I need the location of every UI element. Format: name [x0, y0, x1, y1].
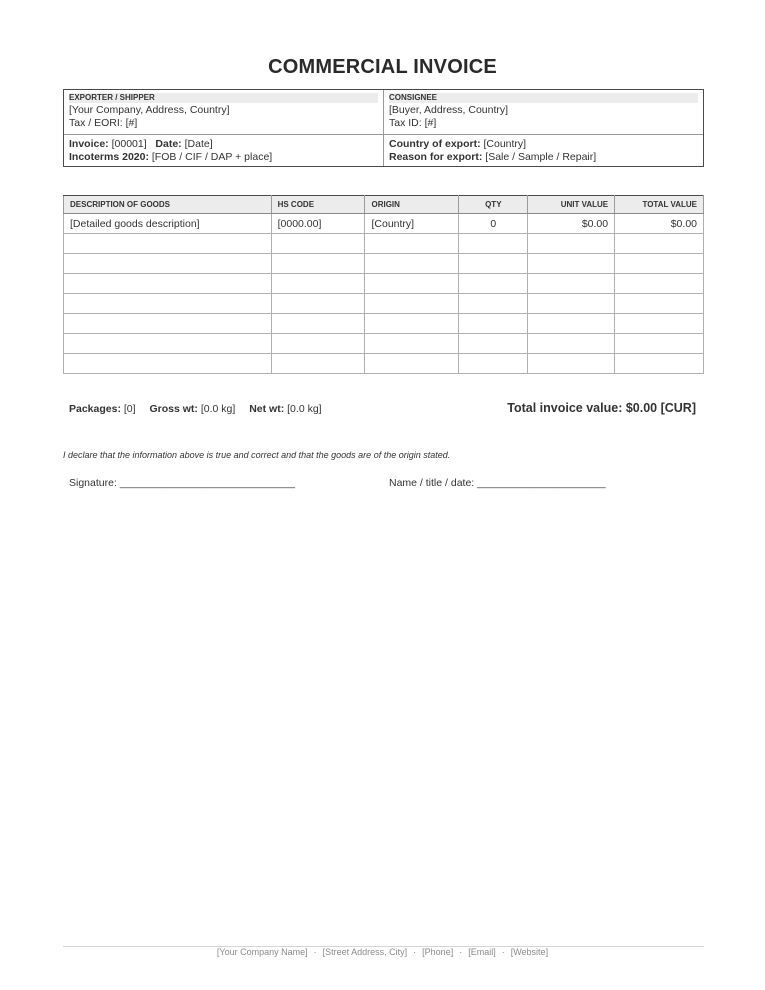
cell-total-value — [615, 354, 704, 374]
footer-phone: [Phone] — [422, 947, 454, 957]
footer-separator: · — [501, 947, 505, 957]
cell-hs-code — [271, 254, 365, 274]
date-label: Date: — [155, 138, 182, 150]
cell-origin — [365, 354, 459, 374]
cell-unit-value — [528, 274, 615, 294]
cell-description — [64, 334, 272, 354]
column-header-total-value: TOTAL VALUE — [615, 196, 704, 214]
table-row — [64, 294, 704, 314]
cell-origin — [365, 254, 459, 274]
footer-separator: · — [459, 947, 463, 957]
footer-address: [Street Address, City] — [322, 947, 408, 957]
column-header-unit-value: UNIT VALUE — [528, 196, 615, 214]
cell-qty — [459, 254, 528, 274]
cell-total-value: $0.00 — [615, 214, 704, 234]
cell-unit-value — [528, 314, 615, 334]
footer-email: [Email] — [468, 947, 496, 957]
country-of-export-value: [Country] — [483, 138, 527, 150]
goods-table — [63, 195, 704, 374]
table-row — [64, 214, 704, 234]
name-title-date-line: Name / title / date: ______________________ — [389, 477, 606, 489]
cell-origin — [365, 274, 459, 294]
signature-line: Signature: ______________________________ — [69, 477, 295, 489]
cell-qty — [459, 274, 528, 294]
cell-total-value — [615, 254, 704, 274]
table-row — [64, 274, 704, 294]
exporter-block — [69, 93, 378, 130]
gross-weight-value: [0.0 kg] — [200, 403, 236, 415]
table-row — [64, 254, 704, 274]
country-of-export-line — [389, 138, 596, 151]
divider — [383, 90, 384, 166]
cell-total-value — [615, 314, 704, 334]
cell-total-value — [615, 334, 704, 354]
exporter-heading: EXPORTER / SHIPPER — [69, 93, 378, 103]
cell-description — [64, 354, 272, 374]
table-header-row — [64, 196, 704, 214]
footer-separator: · — [413, 947, 417, 957]
invoice-label: Invoice: — [69, 138, 109, 150]
column-header-origin: ORIGIN — [365, 196, 459, 214]
cell-description — [64, 274, 272, 294]
cell-hs-code — [271, 274, 365, 294]
column-header-hs-code: HS CODE — [271, 196, 365, 214]
cell-qty — [459, 314, 528, 334]
cell-origin: [Country] — [365, 214, 459, 234]
cell-total-value — [615, 294, 704, 314]
cell-description — [64, 234, 272, 254]
declaration-text: I declare that the information above is true and correct and that the goods are of the origin stated. — [63, 450, 451, 460]
footer-separator: · — [313, 947, 317, 957]
invoice-details — [69, 138, 272, 164]
cell-qty — [459, 294, 528, 314]
cell-unit-value — [528, 234, 615, 254]
cell-qty: 0 — [459, 214, 528, 234]
shipment-summary — [69, 403, 322, 415]
consignee-tax-id: Tax ID: [#] — [389, 117, 437, 129]
cell-total-value — [615, 234, 704, 254]
divider — [64, 134, 703, 135]
packages-value: [0] — [123, 403, 136, 415]
country-of-export-label: Country of export: — [389, 138, 481, 150]
table-row — [64, 234, 704, 254]
cell-origin — [365, 294, 459, 314]
cell-unit-value — [528, 294, 615, 314]
incoterms-line — [69, 151, 272, 164]
invoice-date: [Date] — [184, 138, 213, 150]
goods-table-body — [64, 214, 704, 374]
total-invoice-value: Total invoice value: $0.00 [CUR] — [507, 401, 696, 415]
exporter-address: [Your Company, Address, Country] — [69, 104, 230, 116]
reason-for-export-label: Reason for export: — [389, 151, 483, 163]
consignee-address: [Buyer, Address, Country] — [389, 104, 509, 116]
column-header-description: DESCRIPTION OF GOODS — [64, 196, 272, 214]
export-details — [389, 138, 596, 164]
net-weight-value: [0.0 kg] — [287, 403, 322, 415]
footer — [0, 947, 765, 957]
cell-hs-code — [271, 314, 365, 334]
cell-description: [Detailed goods description] — [64, 214, 272, 234]
gross-weight-label: Gross wt: — [149, 403, 198, 415]
cell-total-value — [615, 274, 704, 294]
table-row — [64, 314, 704, 334]
cell-unit-value — [528, 254, 615, 274]
reason-for-export-line — [389, 151, 596, 164]
invoice-number-line — [69, 138, 272, 151]
cell-origin — [365, 234, 459, 254]
invoice-number: [00001] — [111, 138, 147, 150]
packages-label: Packages: — [69, 403, 121, 415]
exporter-tax-id: Tax / EORI: [#] — [69, 117, 138, 129]
page-title: COMMERCIAL INVOICE — [268, 56, 497, 78]
table-row — [64, 334, 704, 354]
table-row — [64, 354, 704, 374]
column-header-qty: QTY — [459, 196, 528, 214]
cell-unit-value — [528, 334, 615, 354]
cell-origin — [365, 334, 459, 354]
cell-description — [64, 294, 272, 314]
footer-website: [Website] — [510, 947, 549, 957]
reason-for-export-value: [Sale / Sample / Repair] — [485, 151, 597, 163]
incoterms-value: [FOB / CIF / DAP + place] — [151, 151, 273, 163]
net-weight-label: Net wt: — [249, 403, 285, 415]
parties-box — [63, 89, 704, 167]
consignee-block — [389, 93, 698, 130]
incoterms-label: Incoterms 2020: — [69, 151, 149, 163]
cell-description — [64, 314, 272, 334]
cell-qty — [459, 334, 528, 354]
cell-unit-value — [528, 354, 615, 374]
cell-hs-code — [271, 354, 365, 374]
cell-hs-code — [271, 234, 365, 254]
cell-origin — [365, 314, 459, 334]
cell-hs-code: [0000.00] — [271, 214, 365, 234]
cell-hs-code — [271, 334, 365, 354]
cell-hs-code — [271, 294, 365, 314]
consignee-heading: CONSIGNEE — [389, 93, 698, 103]
footer-company: [Your Company Name] — [216, 947, 308, 957]
cell-qty — [459, 354, 528, 374]
cell-description — [64, 254, 272, 274]
cell-unit-value: $0.00 — [528, 214, 615, 234]
cell-qty — [459, 234, 528, 254]
